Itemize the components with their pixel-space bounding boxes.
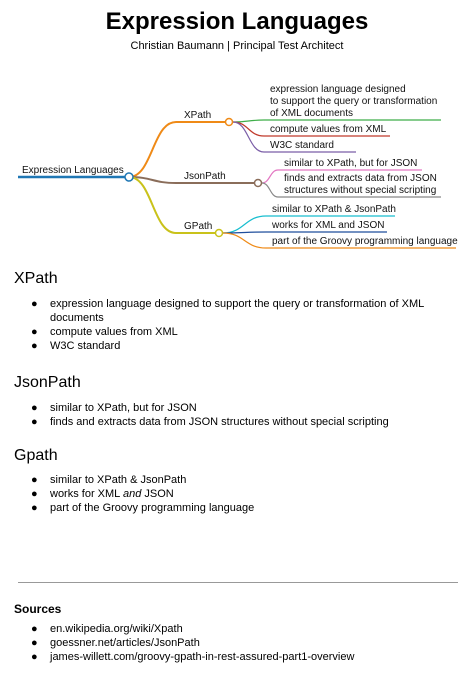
xpath-list — [14, 297, 424, 353]
gpath-list — [14, 473, 254, 515]
list-item-text: expression language designed to support the query or transformation of XML — [50, 298, 425, 310]
mind-map-leaf-link — [223, 233, 266, 248]
mind-map-branch-node — [226, 119, 233, 126]
bullet-icon: ● — [31, 488, 38, 500]
bullet-icon: ● — [31, 326, 38, 338]
mind-map-branch-node — [216, 230, 223, 237]
list-item-text: works for XML — [50, 488, 123, 500]
mind-map-leaf-link — [233, 122, 264, 152]
list-item-text: similar to XPath, but for JSON — [50, 402, 197, 414]
mind-map-leaf-label: finds and extracts data from JSON — [284, 173, 437, 184]
jsonpath-list — [14, 401, 389, 429]
mind-map-branch-link — [129, 177, 176, 233]
list-item — [14, 415, 389, 429]
list-item — [14, 473, 254, 487]
source-link[interactable]: en.wikipedia.org/wiki/Xpath — [50, 623, 183, 635]
divider — [18, 582, 458, 583]
section-heading-xpath: XPath — [14, 270, 58, 287]
mind-map-leaf-label: of XML documents — [270, 108, 354, 119]
mind-map-leaf-link — [262, 183, 278, 197]
mind-map-leaf-label: W3C standard — [270, 140, 334, 151]
mind-map-leaf-label: similar to XPath, but for JSON — [284, 158, 418, 169]
list-item — [14, 401, 389, 415]
list-item-text: finds and extracts data from JSON structures without special scripting — [50, 416, 389, 428]
list-item-text: JSON — [141, 488, 174, 500]
mind-map-leaf-label: part of the Groovy programming language — [272, 236, 458, 247]
source-link[interactable]: james-willett.com/groovy-gpath-in-rest-assured-part1-overview — [50, 651, 355, 663]
sources-list — [14, 622, 354, 664]
list-item-text: compute values from XML — [50, 326, 178, 338]
bullet-icon: ● — [31, 474, 38, 486]
mind-map-leaf-link — [233, 120, 264, 122]
source-item — [14, 650, 354, 664]
list-item-text: similar to XPath & JsonPath — [50, 474, 187, 486]
mind-map-nodes — [22, 84, 458, 247]
emphasized-text: and — [122, 488, 142, 500]
mind-map — [0, 0, 474, 260]
bullet-icon: ● — [31, 298, 38, 310]
list-item-text: documents — [50, 312, 104, 324]
mind-map-branch-node — [255, 180, 262, 187]
source-item — [14, 622, 354, 636]
list-item — [14, 487, 254, 501]
source-link[interactable]: goessner.net/articles/JsonPath — [50, 637, 200, 649]
section-heading-jsonpath: JsonPath — [14, 374, 81, 391]
mind-map-root-label: Expression Languages — [22, 165, 124, 176]
list-item-text: part of the Groovy programming language — [50, 502, 255, 514]
mind-map-leaf-label: to support the query or transformation — [270, 96, 438, 107]
page-title: Expression Languages — [105, 8, 369, 35]
mind-map-leaf-label: works for XML and JSON — [272, 220, 385, 231]
mind-map-leaf-link — [262, 170, 278, 183]
mind-map-leaf-label: compute values from XML — [270, 124, 387, 135]
mind-map-leaf-link — [223, 216, 266, 233]
list-item — [14, 297, 424, 325]
mind-map-links — [18, 120, 456, 248]
page-subtitle: Christian Baumann | Principal Test Architect — [130, 40, 344, 52]
bullet-icon: ● — [31, 651, 38, 663]
mind-map-branch-link — [129, 122, 176, 177]
bullet-icon: ● — [31, 637, 38, 649]
mind-map-branch-label: GPath — [184, 221, 213, 232]
bullet-icon: ● — [31, 340, 38, 352]
sources-heading: Sources — [14, 602, 62, 616]
bullet-icon: ● — [31, 402, 38, 414]
list-item — [14, 325, 424, 339]
list-item-text: W3C standard — [50, 340, 121, 352]
bullet-icon: ● — [31, 416, 38, 428]
list-item — [14, 501, 254, 515]
mind-map-leaf-link — [233, 122, 264, 136]
list-item — [14, 339, 424, 353]
bullet-icon: ● — [31, 623, 38, 635]
source-item — [14, 636, 354, 650]
mind-map-branch-label: JsonPath — [184, 171, 226, 182]
mind-map-leaf-label: similar to XPath & JsonPath — [272, 204, 396, 215]
section-heading-gpath: Gpath — [14, 447, 58, 464]
bullet-icon: ● — [31, 502, 38, 514]
mind-map-leaf-label: structures without special scripting — [284, 185, 437, 196]
mind-map-leaf-label: expression language designed — [270, 84, 406, 95]
mind-map-root-node — [125, 173, 133, 181]
mind-map-branch-label: XPath — [184, 110, 212, 121]
